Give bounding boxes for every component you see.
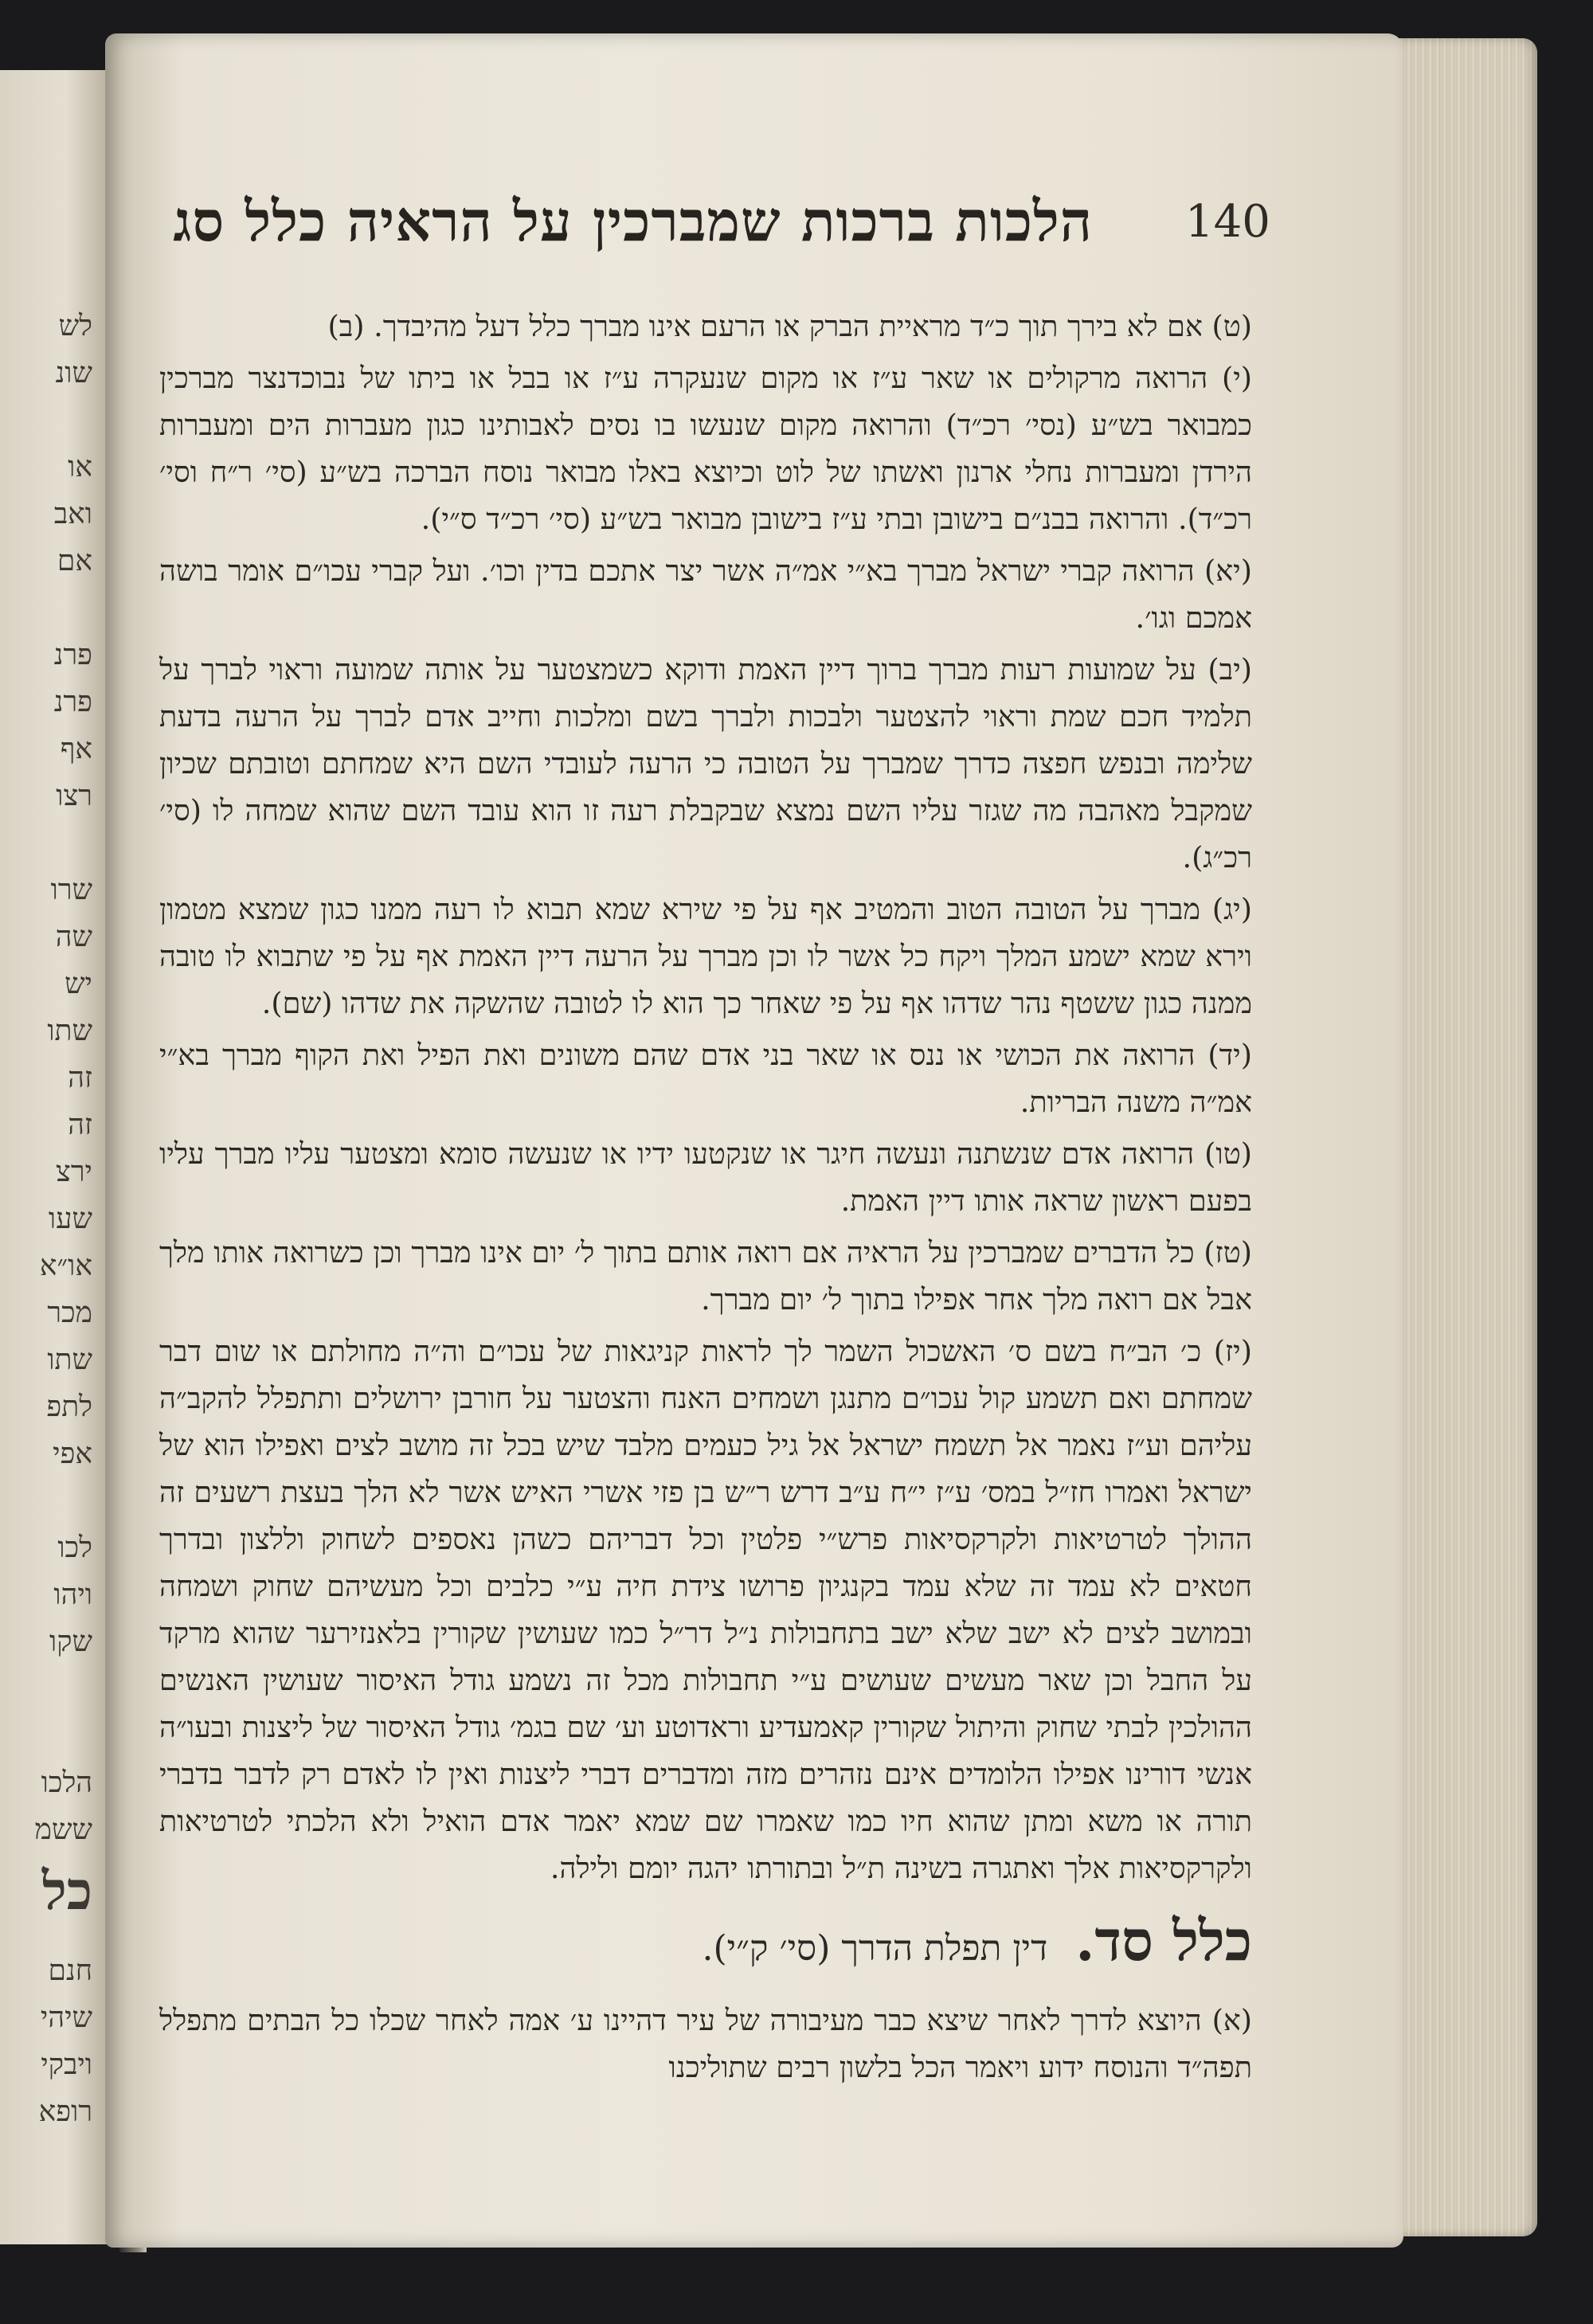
paragraph-text: היוצא לדרך לאחר שיצא כבר מעיבורה של עיר דהיינו ע׳ אמה לאחר שכלו כל הבתים מתפלל תפה״ד והנוסח ידוע ויאמר הכל בלשון רבים שתוליכנו	[159, 2003, 1252, 2084]
previous-page-line: ואב	[53, 498, 92, 530]
paragraph-list	[159, 303, 1252, 1892]
previous-page-line: אפי	[53, 1438, 92, 1470]
previous-page-line: רופא	[38, 2095, 92, 2128]
previous-page-line: שתו	[47, 1344, 92, 1376]
previous-page-line: או״א	[39, 1250, 92, 1282]
previous-page-line: אף	[60, 733, 92, 765]
previous-page-line: אם	[57, 545, 92, 577]
previous-page-line: ויהו	[53, 1579, 92, 1611]
previous-page-line: ויבקי	[41, 2048, 92, 2081]
previous-page-line: שעו	[48, 1203, 92, 1235]
previous-page-line: לתפ	[46, 1391, 92, 1423]
previous-page-line: שתו	[47, 1015, 92, 1047]
paragraph	[159, 1031, 1252, 1125]
paragraph-label: (יד)	[1207, 1038, 1252, 1072]
paragraph	[159, 886, 1252, 1027]
paragraph-label: (יז)	[1213, 1334, 1252, 1368]
paragraph-label: (יא)	[1204, 554, 1252, 588]
previous-page-line: שרו	[50, 874, 92, 906]
previous-page-line: זה	[68, 1109, 92, 1141]
paragraph-text: הרואה אדם שנשתנה ונעשה חיגר או שנקטעו ידיו או שנעשה סומא ומצטער עליו מברך עליו בפעם ראשון שראה אותו דיין האמת.	[159, 1137, 1252, 1218]
paragraph	[159, 1328, 1252, 1892]
paragraph-label: (יב)	[1207, 652, 1253, 687]
previous-page-line: ירצ	[56, 1156, 92, 1188]
previous-page-line: רצו	[56, 780, 92, 812]
previous-page-line: זה	[68, 1062, 92, 1094]
previous-page-line: שה	[55, 921, 92, 953]
previous-page-line: ששמ	[34, 1813, 92, 1846]
page-number: 140	[1185, 196, 1270, 248]
paragraph-label: (א)	[1211, 2003, 1252, 2037]
paragraph-label: (טז)	[1204, 1235, 1252, 1270]
previous-page-line: מכר	[47, 1297, 92, 1329]
previous-page-line: לכו	[57, 1532, 92, 1564]
paragraph-text: על שמועות רעות מברך ברוך דיין האמת ודוקא כשמצטער על אותה שמועה וראוי לברך על תלמיד חכם שמת וראוי להצטער ולבכות ולברך בשם ומלכות וחייב אדם לברך על הרעה בדעת שלימה ובנפש חפצה כדרך שמברך על הטובה כי הרעה לעובדי השם היא שמחתם וטובתם שכיון שמקבל מאהבה מה שגזר עליו השם נמצא שבקבלת רעה זו הוא עובד השם שהוא שמחה לו (סי׳ רכ״ג).	[159, 652, 1252, 874]
previous-page-line: שיהי	[40, 2001, 92, 2034]
paragraph-label: (י)	[1221, 361, 1253, 395]
previous-page-fragment	[0, 70, 119, 2244]
previous-page-line: שקו	[49, 1626, 92, 1658]
paragraph-label: (ט)	[1211, 309, 1252, 343]
paragraph-text: כל הדברים שמברכין על הראיה אם רואה אותם בתוך ל׳ יום אינו מברך וכן כשרואה אותו מלך אבל אם רואה מלך אחר אפילו בתוך ל׳ יום מברך.	[159, 1235, 1252, 1317]
section-heading-main: כלל סד.	[1075, 1907, 1252, 1974]
paragraph-text: הרואה את הכושי או ננס או שאר בני אדם שהם משונים ואת הפיל ואת הקוף מברך בא״י אמ״ה משנה הבריות.	[159, 1038, 1252, 1119]
section-heading-sub: דין תפלת הדרך (סי׳ ק״י).	[702, 1928, 1048, 1969]
running-title: הלכות ברכות שמברכין על הראיה כלל סג	[173, 188, 1093, 254]
paragraph	[159, 1229, 1252, 1323]
previous-page-line: חנם	[48, 1954, 92, 1987]
previous-page-line: כל	[41, 1860, 92, 1922]
previous-page-line: יש	[65, 968, 92, 1000]
paragraph-text: הרואה מרקולים או שאר ע״ז או מקום שנעקרה ע״ז או בבל או ביתו של נבוכדנצר מברכין כמבואר בש״ע (נסי׳ רכ״ד) והרואה מקום שנעשו בו נסים לאבותינו כגון מעברות הים ומעברות הירדן ומעברות נחלי ארנון ואשתו של לוט וכיוצא באלו מבואר נוסח הברכה בש״ע (סי׳ ר״ח וסי׳ רכ״ד). והרואה בבנ״ם בישובן ובתי ע״ז בישובן מבואר בש״ע (סי׳ רכ״ד ס״י).	[159, 361, 1252, 536]
previous-page-line: שונ	[55, 357, 92, 389]
paragraph-text: הרואה קברי ישראל מברך בא״י אמ״ה אשר יצר אתכם בדין וכו׳. ועל קברי עכו״ם אומר בושה אמכם וגו׳.	[159, 554, 1252, 635]
paragraph	[159, 547, 1252, 641]
paragraph-text: כ׳ הב״ח בשם ס׳ האשכול השמר לך לראות קניגאות של עכו״ם וה״ה מחולתם או שום דבר שמחתם ואם תשמע קול עכו״ם מתנגן ושמחים האנח והצטער על חורבן ירושלים ותתפלל להקב״ה עליהם וע״ז נאמר אל תשמח ישראל אל גיל כעמים מלבד שיש בכל זה מושב לצים ואפילו הוא של ישראל ואמרו חז״ל במס׳ ע״ז י״ח ע״ב דרש ר״ש בן פזי אשרי האיש אשר לא הלך בעצת רשעים זה ההולך לטרטיאות ולקרקסיאות פרש״י פלטין וכל דבריהם כשהן נאספים לשחוק וללצון ובדרך חטאים לא עמד זה שלא עמד בקנגיון פרושו צידת חיה ע״י כלבים וכל מעשיהם שחוק ושמחה ובמושב לצים לא ישב שלא ישב בתחבולות נ״ל דר״ל כמו שעושין שקורין בלאנזירער שהוא מרקד על החבל וכן שאר מעשים שעושים ע״י תחבולות מכל זה נשמע גודל האיסור שעושין האנשים ההולכין לבתי שחוק והיתול שקורין קאמעדיע וראדוטע וע׳ שם בגמ׳ גודל האיסור של ליצנות ובעו״ה אנשי דורינו אפילו הלומדים אינם נזהרים מזה ומדברים דברי ליצנות ואין לו לאדם רק לדבר בדברי תורה או משא ומתן שהוא חיו כמו שאמרו שם שמא יאמר אדם הואיל ולא הלכתי לטרטיאות ולקרקסיאות אלך ואתגרה בשינה ת״ל ובתורתו יהגה יומם ולילה.	[159, 1334, 1252, 1885]
paragraph	[159, 646, 1252, 881]
previous-page-line: פרנ	[53, 639, 92, 671]
paragraph	[159, 1130, 1252, 1224]
paragraph-text: מברך על הטובה הטוב והמטיב אף על פי שירא שמא תבוא לו רעה ממנו כגון שמצא מטמון וירא שמא ישמע המלך ויקח כל אשר לו וכן מברך על הרעה דיין האמת אף על פי שתבוא לו טובה ממנה כגון ששטף נהר שדהו אף על פי שאחר כך הוא לו לטובה שהשקה את שדהו (שם).	[159, 892, 1252, 1020]
page-header	[159, 188, 1270, 279]
previous-page-line: פרנ	[53, 686, 92, 718]
paragraph-label: (טו)	[1204, 1137, 1252, 1171]
paragraph	[159, 354, 1252, 542]
previous-page-line: לש	[58, 310, 92, 342]
paragraph-label: (יג)	[1211, 892, 1252, 926]
final-paragraph	[159, 1997, 1252, 2091]
paragraph	[159, 303, 1252, 350]
previous-page-line: הלכו	[41, 1766, 92, 1799]
section-heading	[159, 1909, 1252, 1982]
paragraph-text: אם לא בירך תוך כ״ד מראיית הברק או הרעם אינו מברך כלל דעל מהיבדך. (ב)	[327, 309, 1203, 343]
previous-page-line: או	[68, 451, 92, 483]
